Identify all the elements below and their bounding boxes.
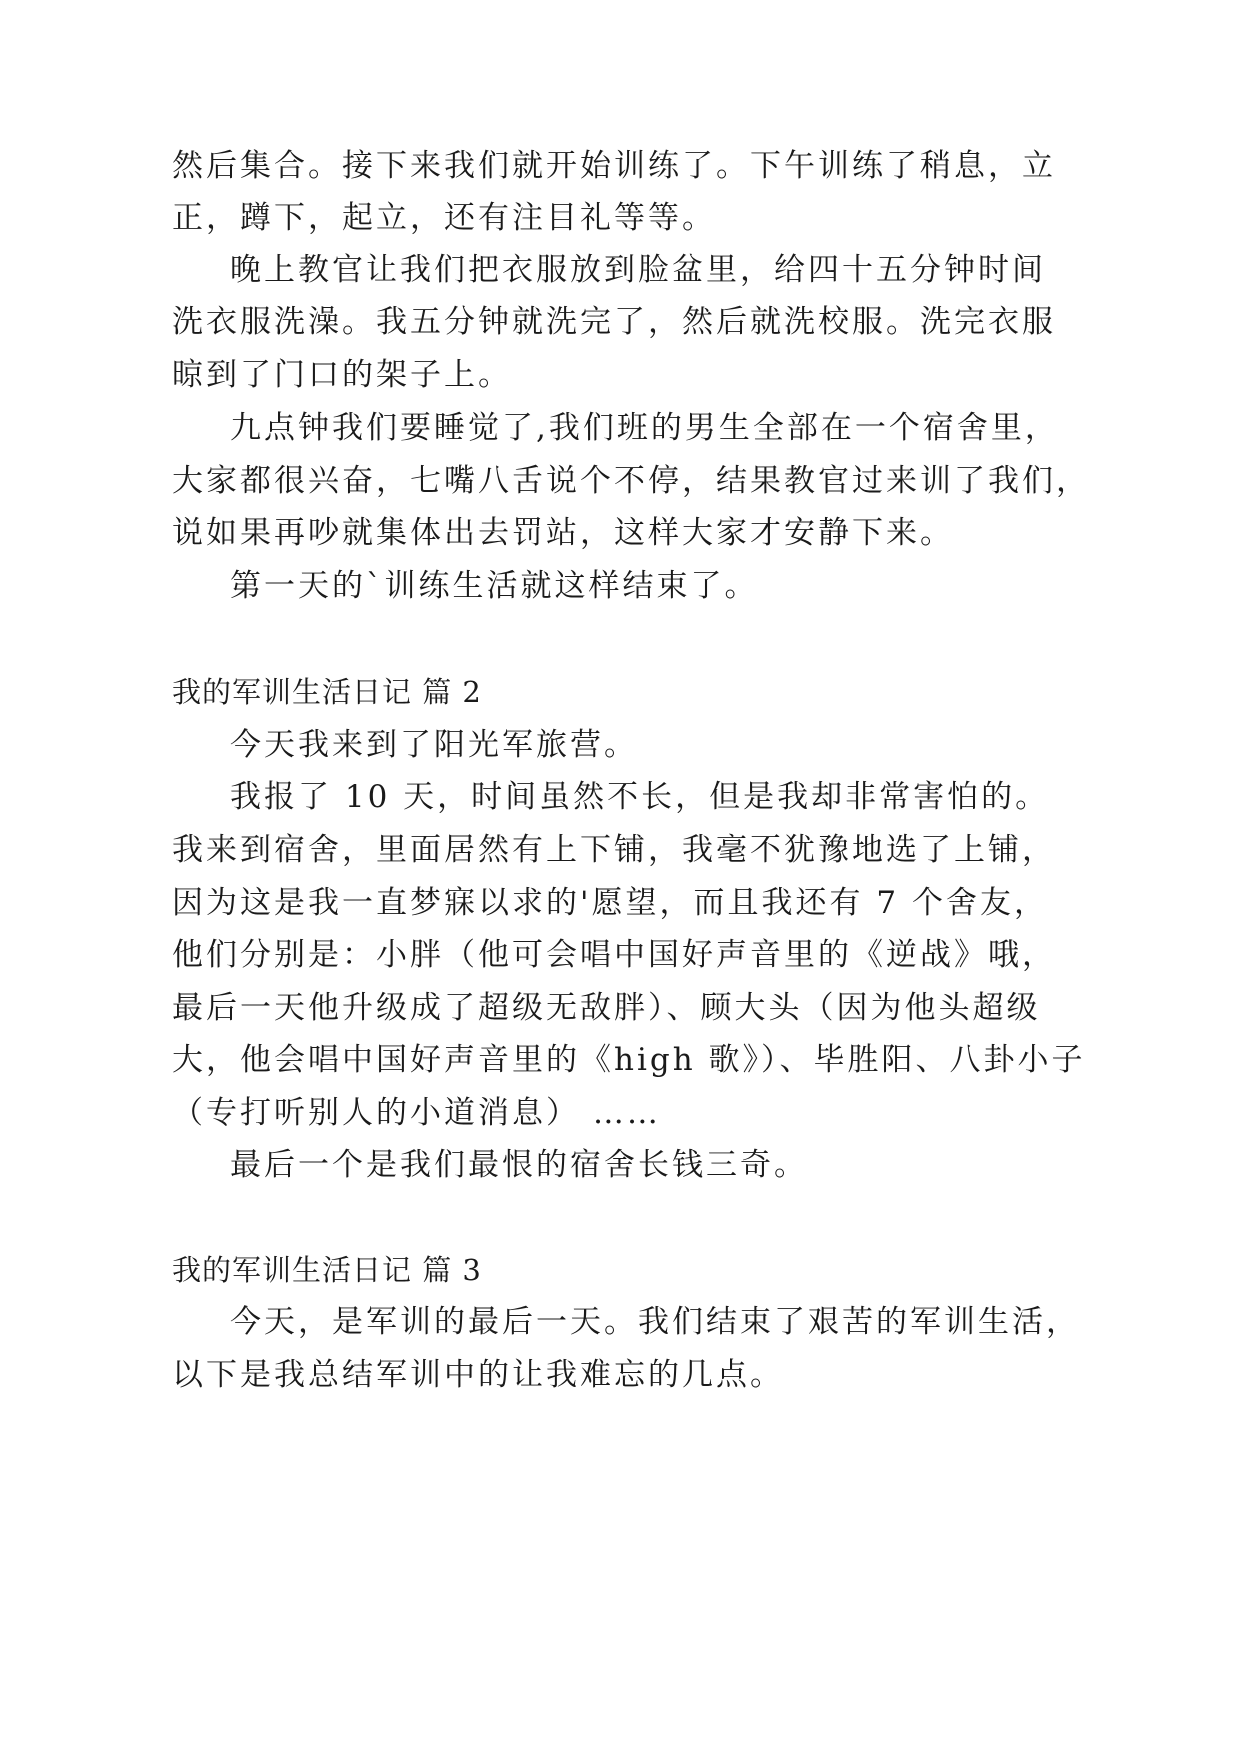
section-heading: 我的军训生活日记 篇 3: [172, 1253, 482, 1287]
section-heading: 我的军训生活日记 篇 2: [172, 675, 482, 709]
paragraph-line: （专打听别人的小道消息） ……: [172, 1095, 661, 1131]
paragraph-line: 我来到宿舍，里面居然有上下铺，我毫不犹豫地选了上铺，: [172, 832, 1056, 868]
paragraph-line: 说如果再吵就集体出去罚站，这样大家才安静下来。: [172, 515, 954, 551]
paragraph-line: 然后集合。接下来我们就开始训练了。下午训练了稍息，立: [172, 148, 1056, 184]
paragraph-line: 晾到了门口的架子上。: [172, 357, 512, 393]
paragraph-line: 第一天的`训练生活就这样结束了。: [230, 568, 759, 604]
paragraph-line: 今天我来到了阳光军旅营。: [230, 727, 638, 763]
paragraph-line: 洗衣服洗澡。我五分钟就洗完了，然后就洗校服。洗完衣服: [172, 304, 1056, 340]
paragraph-line: 正，蹲下，起立，还有注目礼等等。: [172, 200, 716, 236]
paragraph-line: 他们分别是：小胖（他可会唱中国好声音里的《逆战》哦，: [172, 937, 1056, 973]
paragraph-line: 晚上教官让我们把衣服放到脸盆里，给四十五分钟时间: [230, 252, 1046, 288]
paragraph-line: 最后一个是我们最恨的宿舍长钱三奇。: [230, 1147, 808, 1183]
paragraph-line: 以下是我总结军训中的让我难忘的几点。: [172, 1357, 784, 1393]
paragraph-line: 今天，是军训的最后一天。我们结束了艰苦的军训生活，: [230, 1304, 1080, 1340]
paragraph-line: 我报了 10 天，时间虽然不长，但是我却非常害怕的。: [230, 779, 1050, 815]
paragraph-line: 最后一天他升级成了超级无敌胖）、顾大头（因为他头超级: [172, 990, 1041, 1026]
paragraph-line: 因为这是我一直梦寐以求的'愿望，而且我还有 7 个舍友，: [172, 885, 1048, 921]
paragraph-line: 九点钟我们要睡觉了,我们班的男生全部在一个宿舍里，: [230, 410, 1059, 446]
paragraph-line: 大家都很兴奋，七嘴八舌说个不停，结果教官过来训了我们，: [172, 463, 1090, 499]
paragraph-line: 大，他会唱中国好声音里的《high 歌》）、毕胜阳、八卦小子: [172, 1042, 1086, 1078]
